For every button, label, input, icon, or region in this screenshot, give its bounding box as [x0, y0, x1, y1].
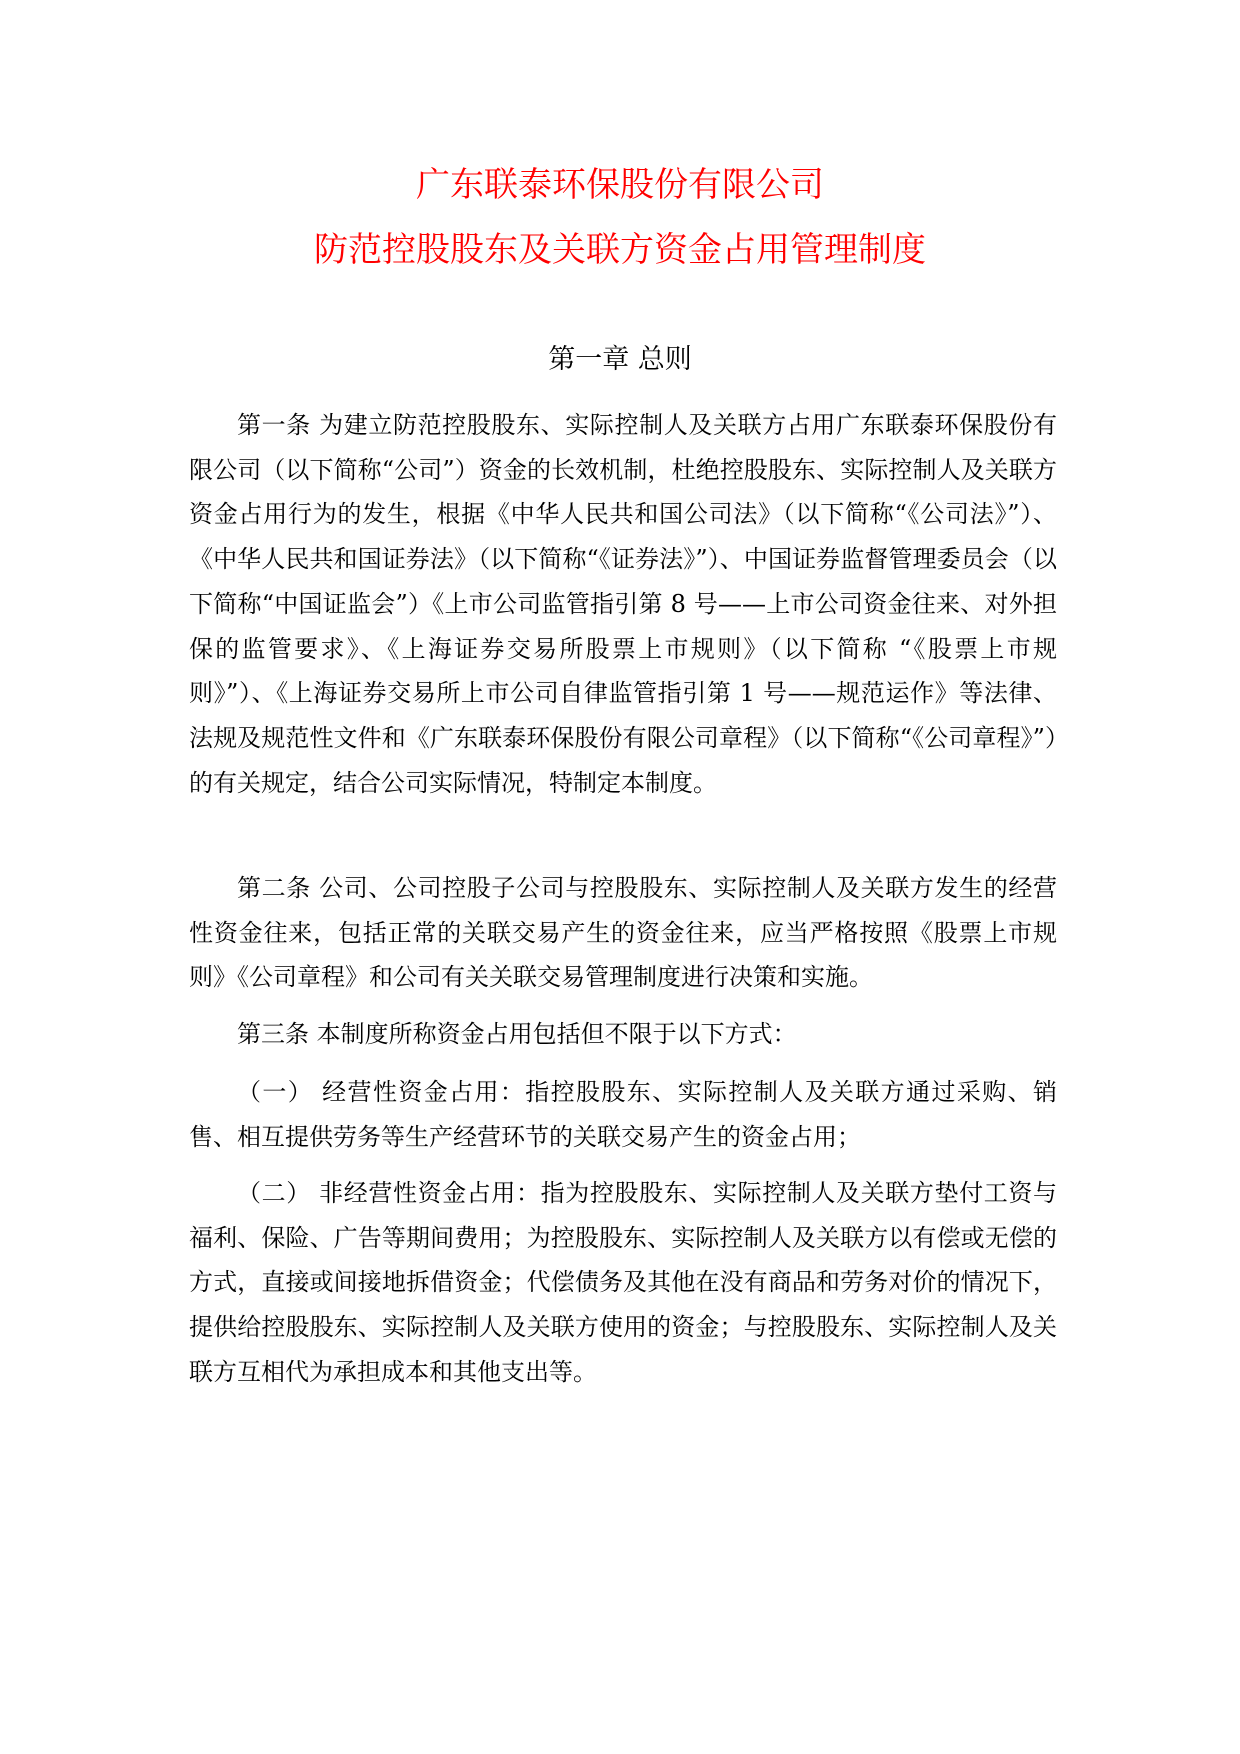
article-2-paragraph: 第二条 公司、公司控股子公司与控股股东、实际控制人及关联方发生的经营性资金往来，包括正常的关联交易产生的资金往来，应当严格按照《股票上市规则》《公司章程》和公司有关关联交易管理制度进行决策和实施。 [189, 874, 1057, 992]
document-title-company: 广东联泰环保股份有限公司 [416, 165, 824, 205]
chapter-heading: 第一章 总则 [548, 344, 692, 375]
document-title-regulation: 防范控股股东及关联方资金占用管理制度 [314, 230, 926, 270]
article-1-paragraph: 第一条 为建立防范控股股东、实际控制人及关联方占用广东联泰环保股份有限公司（以下简称“公司”）资金的长效机制，杜绝控股股东、实际控制人及关联方资金占用行为的发生，根据《中华人民共和国公司法》（以下简称“《公司法》”）、《中华人民共和国证券法》（以下简称“《证券法》”）、中国证券监督管理委员会（以下简称“中国证监会”）《上市公司监管指引第 8 号——上市公司资金往来、对外担保的监管要求》、《上海证券交易所股票上市规则》（以下简称 “《股票上市规则》”）、《上海证券交易所上市公司自律监管指引第 1 号——规范运作》等法律、法规及规范性文件和《广东联泰环保股份有限公司章程》（以下简称“《公司章程》”）的有关规定，结合公司实际情况，特制定本制度。 [189, 411, 1057, 797]
article-3-item-2-paragraph: （二） 非经营性资金占用：指为控股股东、实际控制人及关联方垫付工资与福利、保险、广告等期间费用；为控股股东、实际控制人及关联方以有偿或无偿的方式，直接或间接地拆借资金；代偿债务及其他在没有商品和劳务对价的情况下，提供给控股股东、实际控制人及关联方使用的资金；与控股股东、实际控制人及关联方互相代为承担成本和其他支出等。 [189, 1179, 1057, 1386]
article-3-paragraph: 第三条 本制度所称资金占用包括但不限于以下方式： [237, 1020, 797, 1048]
article-3-item-1-paragraph: （一） 经营性资金占用：指控股股东、实际控制人及关联方通过采购、销售、相互提供劳务等生产经营环节的关联交易产生的资金占用； [189, 1078, 1057, 1151]
